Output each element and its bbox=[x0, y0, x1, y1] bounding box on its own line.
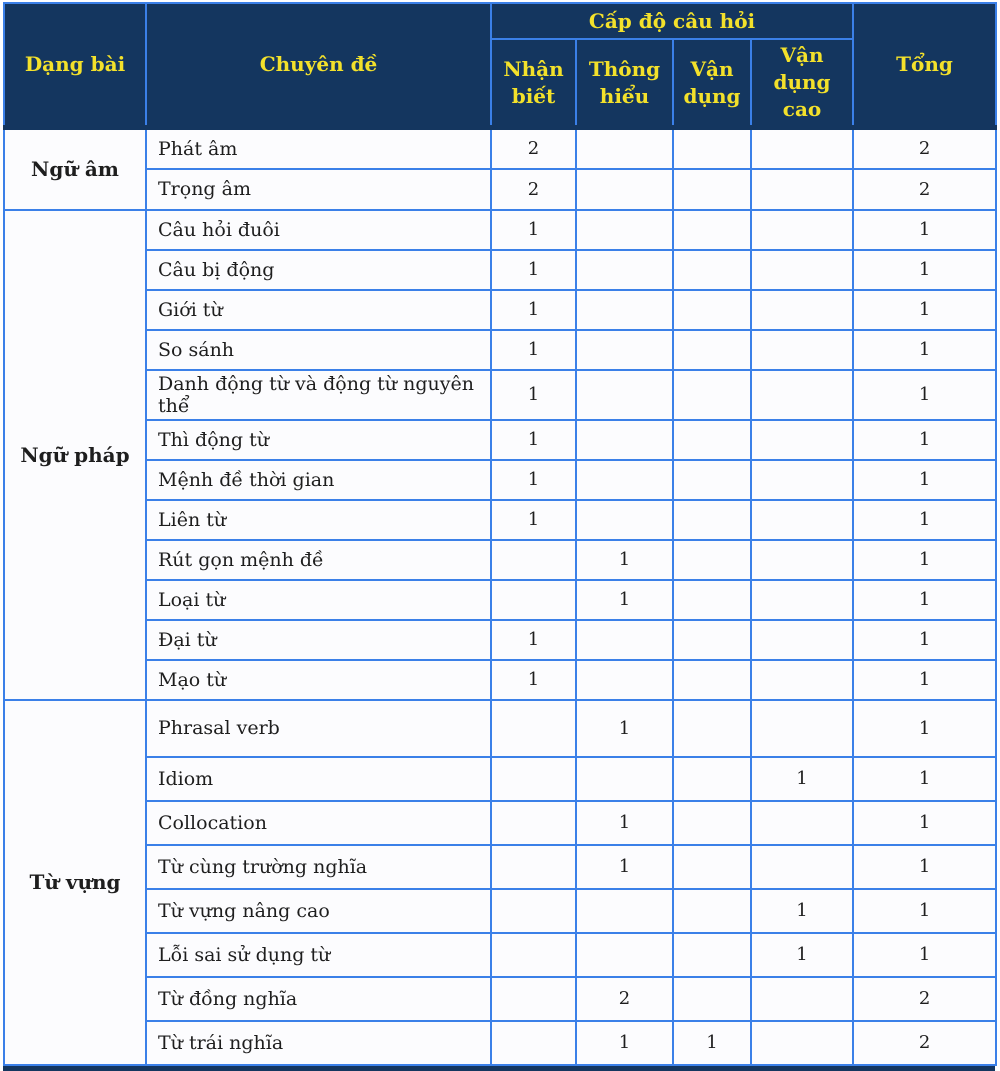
table-row bbox=[4, 977, 996, 1021]
table-row bbox=[4, 580, 996, 620]
level-value-cell bbox=[751, 700, 853, 757]
table-row bbox=[4, 845, 996, 889]
total-cell: 2 bbox=[853, 977, 996, 1021]
level-value-cell bbox=[751, 1021, 853, 1065]
level-value-cell bbox=[673, 889, 751, 933]
total-cell: 1 bbox=[853, 845, 996, 889]
level-value-cell bbox=[576, 460, 673, 500]
topic-cell: Câu bị động bbox=[146, 250, 491, 290]
table-row bbox=[4, 250, 996, 290]
level-value-cell: 1 bbox=[576, 1021, 673, 1065]
level-value-cell bbox=[751, 128, 853, 169]
level-value-cell bbox=[673, 290, 751, 330]
table-row bbox=[4, 169, 996, 210]
level-value-cell bbox=[751, 620, 853, 660]
level-value-cell bbox=[673, 370, 751, 420]
level-value-cell bbox=[751, 250, 853, 290]
topic-cell: Mạo từ bbox=[146, 660, 491, 700]
level-value-cell bbox=[673, 620, 751, 660]
level-value-cell: 1 bbox=[751, 757, 853, 801]
table-row bbox=[4, 210, 996, 250]
total-cell: 1 bbox=[853, 500, 996, 540]
level-value-cell bbox=[673, 210, 751, 250]
level-value-cell bbox=[673, 250, 751, 290]
level-value-cell: 1 bbox=[491, 500, 576, 540]
level-value-cell bbox=[576, 420, 673, 460]
topic-cell: Idiom bbox=[146, 757, 491, 801]
level-value-cell bbox=[673, 500, 751, 540]
topic-cell: Câu hỏi đuôi bbox=[146, 210, 491, 250]
table-row bbox=[4, 700, 996, 757]
level-value-cell bbox=[576, 889, 673, 933]
topic-cell: Rút gọn mệnh đề bbox=[146, 540, 491, 580]
topic-cell: Liên từ bbox=[146, 500, 491, 540]
level-value-cell bbox=[751, 420, 853, 460]
total-cell: 1 bbox=[853, 330, 996, 370]
level-value-cell: 1 bbox=[576, 700, 673, 757]
level-value-cell bbox=[576, 210, 673, 250]
topic-cell: Mệnh đề thời gian bbox=[146, 460, 491, 500]
total-cell: 1 bbox=[853, 889, 996, 933]
level-value-cell bbox=[751, 460, 853, 500]
total-cell: 1 bbox=[853, 660, 996, 700]
level-value-cell bbox=[751, 500, 853, 540]
header-level-0: Nhận biết bbox=[491, 39, 576, 128]
table-row bbox=[4, 540, 996, 580]
level-value-cell bbox=[751, 580, 853, 620]
total-cell: 2 bbox=[853, 128, 996, 169]
level-value-cell bbox=[576, 290, 673, 330]
topic-cell: Danh động từ và động từ nguyên thể bbox=[146, 370, 491, 420]
topic-cell: Từ trái nghĩa bbox=[146, 1021, 491, 1065]
topic-cell: Phrasal verb bbox=[146, 700, 491, 757]
level-value-cell: 1 bbox=[751, 933, 853, 977]
table-row bbox=[4, 933, 996, 977]
level-value-cell: 1 bbox=[491, 660, 576, 700]
topic-cell: Đại từ bbox=[146, 620, 491, 660]
level-value-cell: 1 bbox=[576, 845, 673, 889]
header-dang-bai: Dạng bài bbox=[4, 3, 146, 128]
table-row bbox=[4, 889, 996, 933]
level-value-cell bbox=[491, 933, 576, 977]
topic-cell: Thì động từ bbox=[146, 420, 491, 460]
level-value-cell bbox=[491, 801, 576, 845]
level-value-cell: 1 bbox=[576, 540, 673, 580]
level-value-cell bbox=[673, 845, 751, 889]
total-cell: 1 bbox=[853, 933, 996, 977]
table-header bbox=[4, 3, 996, 128]
table-row bbox=[4, 757, 996, 801]
level-value-cell: 2 bbox=[576, 977, 673, 1021]
table-row bbox=[4, 1021, 996, 1065]
total-cell: 1 bbox=[853, 757, 996, 801]
table-row bbox=[4, 500, 996, 540]
level-value-cell bbox=[576, 128, 673, 169]
level-value-cell bbox=[491, 540, 576, 580]
total-cell: 1 bbox=[853, 210, 996, 250]
level-value-cell: 1 bbox=[491, 370, 576, 420]
total-cell: 1 bbox=[853, 580, 996, 620]
level-value-cell bbox=[673, 660, 751, 700]
level-value-cell bbox=[673, 540, 751, 580]
level-value-cell bbox=[576, 330, 673, 370]
topic-cell: Từ cùng trường nghĩa bbox=[146, 845, 491, 889]
level-value-cell bbox=[491, 757, 576, 801]
level-value-cell bbox=[491, 845, 576, 889]
level-value-cell bbox=[673, 801, 751, 845]
level-value-cell bbox=[673, 420, 751, 460]
table-row bbox=[4, 370, 996, 420]
table-row bbox=[4, 290, 996, 330]
level-value-cell bbox=[491, 889, 576, 933]
level-value-cell bbox=[491, 977, 576, 1021]
topic-cell: Từ đồng nghĩa bbox=[146, 977, 491, 1021]
total-cell: 2 bbox=[853, 169, 996, 210]
level-value-cell bbox=[673, 128, 751, 169]
level-value-cell: 1 bbox=[751, 889, 853, 933]
level-value-cell bbox=[673, 700, 751, 757]
level-value-cell: 1 bbox=[491, 420, 576, 460]
table-row bbox=[4, 660, 996, 700]
level-value-cell bbox=[751, 169, 853, 210]
total-cell: 1 bbox=[853, 370, 996, 420]
level-value-cell bbox=[673, 169, 751, 210]
level-value-cell: 1 bbox=[673, 1021, 751, 1065]
level-value-cell bbox=[751, 801, 853, 845]
topic-cell: Giới từ bbox=[146, 290, 491, 330]
level-value-cell bbox=[576, 500, 673, 540]
table-row bbox=[4, 620, 996, 660]
level-value-cell: 2 bbox=[491, 169, 576, 210]
level-value-cell bbox=[751, 210, 853, 250]
level-value-cell: 1 bbox=[491, 620, 576, 660]
level-value-cell: 1 bbox=[491, 290, 576, 330]
group-name-cell: Từ vựng bbox=[4, 700, 146, 1065]
level-value-cell bbox=[751, 290, 853, 330]
header-level-2: Vận dụng bbox=[673, 39, 751, 128]
topic-cell: Trọng âm bbox=[146, 169, 491, 210]
level-value-cell bbox=[751, 977, 853, 1021]
level-value-cell bbox=[576, 620, 673, 660]
level-value-cell: 1 bbox=[491, 250, 576, 290]
total-cell: 1 bbox=[853, 250, 996, 290]
level-value-cell bbox=[576, 169, 673, 210]
topic-cell: Từ vựng nâng cao bbox=[146, 889, 491, 933]
level-value-cell bbox=[491, 1021, 576, 1065]
level-value-cell bbox=[576, 933, 673, 977]
topic-cell: Collocation bbox=[146, 801, 491, 845]
total-cell: 1 bbox=[853, 420, 996, 460]
table-row bbox=[4, 420, 996, 460]
total-cell: 1 bbox=[853, 540, 996, 580]
table-body bbox=[4, 128, 996, 1065]
level-value-cell: 1 bbox=[491, 330, 576, 370]
header-level-3: Vận dụng cao bbox=[751, 39, 853, 128]
header-chuyen-de: Chuyên đề bbox=[146, 3, 491, 128]
header-cap-do-cau-hoi: Cấp độ câu hỏi bbox=[491, 3, 853, 39]
level-value-cell bbox=[751, 845, 853, 889]
level-value-cell: 2 bbox=[491, 128, 576, 169]
total-cell: 1 bbox=[853, 620, 996, 660]
header-tong: Tổng bbox=[853, 3, 996, 128]
level-value-cell bbox=[576, 250, 673, 290]
level-value-cell bbox=[673, 580, 751, 620]
topic-cell: So sánh bbox=[146, 330, 491, 370]
level-value-cell: 1 bbox=[576, 801, 673, 845]
topic-cell: Lỗi sai sử dụng từ bbox=[146, 933, 491, 977]
level-value-cell: 1 bbox=[491, 210, 576, 250]
level-value-cell bbox=[491, 700, 576, 757]
header-row-top bbox=[4, 3, 996, 39]
level-value-cell bbox=[751, 370, 853, 420]
total-cell: 1 bbox=[853, 460, 996, 500]
level-value-cell bbox=[673, 933, 751, 977]
level-value-cell bbox=[491, 580, 576, 620]
table-bottom-edge bbox=[3, 1066, 995, 1071]
level-value-cell bbox=[673, 977, 751, 1021]
level-value-cell bbox=[576, 370, 673, 420]
exam-matrix-table bbox=[3, 2, 997, 1066]
level-value-cell bbox=[751, 540, 853, 580]
table-row bbox=[4, 128, 996, 169]
level-value-cell bbox=[673, 757, 751, 801]
total-cell: 2 bbox=[853, 1021, 996, 1065]
group-name-cell: Ngữ âm bbox=[4, 128, 146, 210]
total-cell: 1 bbox=[853, 290, 996, 330]
level-value-cell: 1 bbox=[491, 460, 576, 500]
header-level-1: Thông hiểu bbox=[576, 39, 673, 128]
level-value-cell bbox=[751, 330, 853, 370]
level-value-cell bbox=[673, 330, 751, 370]
topic-cell: Loại từ bbox=[146, 580, 491, 620]
level-value-cell: 1 bbox=[576, 580, 673, 620]
group-name-cell: Ngữ pháp bbox=[4, 210, 146, 700]
level-value-cell bbox=[576, 660, 673, 700]
table-row bbox=[4, 460, 996, 500]
table-row bbox=[4, 330, 996, 370]
level-value-cell bbox=[576, 757, 673, 801]
total-cell: 1 bbox=[853, 700, 996, 757]
total-cell: 1 bbox=[853, 801, 996, 845]
level-value-cell bbox=[751, 660, 853, 700]
table-row bbox=[4, 801, 996, 845]
topic-cell: Phát âm bbox=[146, 128, 491, 169]
level-value-cell bbox=[673, 460, 751, 500]
